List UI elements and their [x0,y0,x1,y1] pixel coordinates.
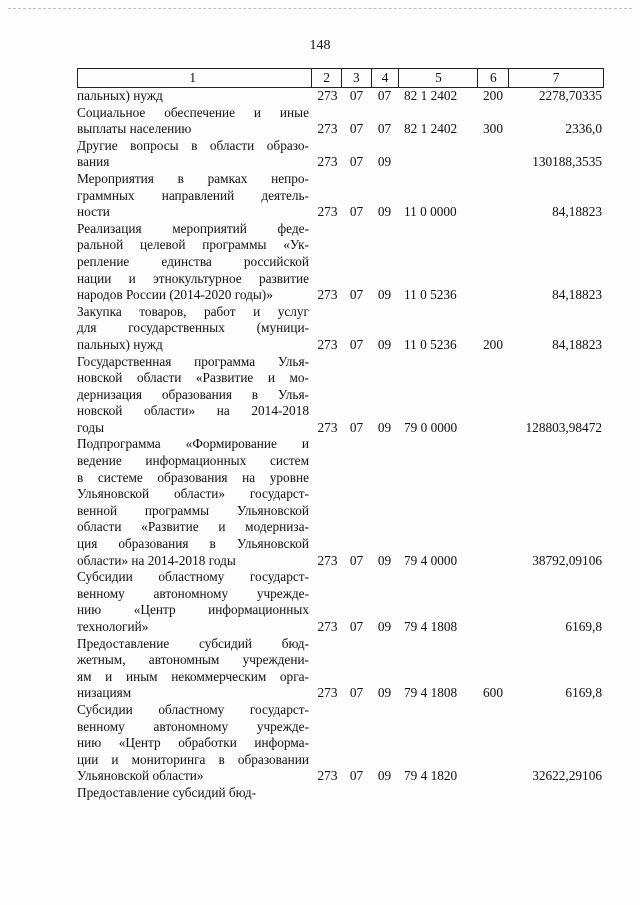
cell-c6: 300 [483,121,503,137]
description-line: Закупка товаров, работ и услуг [77,303,309,319]
table-row [77,221,604,304]
cell-c5: 79 4 1808 [404,685,458,701]
description-line: ям и иным некоммерческим орга- [77,668,309,684]
cell-c7: 128803,98472 [525,419,602,435]
header-col-7: 7 [508,69,603,87]
description-line: Субсидии областному государст- [77,569,309,585]
cell-c2: 273 [317,154,338,170]
cell-c6: 200 [483,88,503,103]
cell-c3: 07 [349,552,364,568]
cell-c2: 273 [317,619,338,634]
description-line: ведение информационных систем [77,453,309,469]
cell-c5: 79 4 1808 [404,619,458,634]
description-line: ция образования в Ульяновской [77,536,309,552]
cell-c2: 273 [317,287,338,303]
cell-c3: 07 [349,154,364,170]
cell-c4: 09 [377,619,392,634]
cell-c5: 79 4 0000 [404,552,458,568]
header-col-3: 3 [341,69,371,87]
description-line: жетным, автономным учреждени- [77,652,309,668]
cell-c4: 07 [377,88,392,103]
row-description [77,171,313,221]
cell-c2: 273 [317,121,338,137]
cell-c4: 09 [377,204,392,220]
cell-c7: 2278,70335 [538,88,602,103]
description-line: вания [77,154,110,170]
header-col-2: 2 [311,69,341,87]
description-line: Мероприятия в рамках непро- [77,170,309,186]
table-body [77,88,604,802]
table-row [77,138,604,171]
cell-c7: 130188,3535 [532,154,602,170]
row-description [77,702,313,785]
row-description [77,569,313,635]
table-row [77,702,604,785]
description-line: репление единства российской [77,253,309,269]
cell-c2: 273 [317,552,338,568]
description-line: выплаты населению [77,121,192,137]
budget-table [77,68,604,802]
cell-c7: 84,18823 [552,287,602,303]
description-line: Ульяновской области» государст- [77,486,309,502]
cell-c4: 09 [377,336,392,352]
description-line: пальных) нужд [77,336,163,352]
description-line: низациям [77,685,132,701]
table-row [77,785,604,802]
description-line: венному автономному учрежде- [77,718,309,734]
description-line: области «Развитие и модерниза- [77,519,309,535]
row-description [77,354,313,437]
cell-c7: 6169,8 [565,685,602,701]
description-line: новской области» на 2014-2018 [77,403,309,419]
cell-c7: 84,18823 [552,204,602,220]
table-row [77,105,604,138]
description-line: Предоставление субсидий бюд- [77,635,309,651]
description-line: нию «Центр обработки информа- [77,735,309,751]
description-line: для государственных (муници- [77,320,309,336]
table-row [77,569,604,635]
table-header [77,68,604,88]
table-row [77,436,604,569]
cell-c4: 09 [377,768,392,784]
row-description [77,436,313,569]
description-line: ции и мониторинга в образовании [77,751,309,767]
description-line: технологий» [77,619,149,634]
cell-c2: 273 [317,768,338,784]
cell-c4: 09 [377,419,392,435]
cell-c7: 6169,8 [565,619,602,634]
cell-c3: 07 [349,619,364,634]
cell-c7: 84,18823 [552,336,602,352]
row-description [77,138,313,171]
row-description [77,785,313,802]
cell-c4: 07 [377,121,392,137]
description-line: Подпрограмма «Формирование и [77,436,309,452]
header-col-6: 6 [477,69,508,87]
description-line: нию «Центр информационных [77,602,309,618]
row-description [77,636,313,702]
table-row [77,171,604,221]
description-line: Государственная программа Улья- [77,353,309,369]
cell-c7: 32622,29106 [532,768,602,784]
cell-c2: 273 [317,88,338,103]
cell-c6: 600 [483,685,503,701]
header-col-4: 4 [371,69,399,87]
cell-c7: 2336,0 [565,121,602,137]
cell-c3: 07 [349,336,364,352]
cell-c3: 07 [349,768,364,784]
cell-c5: 82 1 2402 [404,121,458,137]
cell-c3: 07 [349,121,364,137]
description-line: области» на 2014-2018 годы [77,552,236,568]
description-line: пальных) нужд [77,88,163,103]
cell-c5: 11 0 5236 [404,336,457,352]
table-row [77,304,604,354]
cell-c5: 79 4 1820 [404,768,458,784]
cell-c2: 273 [317,685,338,701]
cell-c3: 07 [349,287,364,303]
description-line: граммных направлений деятель- [77,187,309,203]
row-description [77,88,313,105]
row-description [77,304,313,354]
cell-c3: 07 [349,88,364,103]
cell-c7: 38792,09106 [532,552,602,568]
table-row [77,636,604,702]
description-line: новской области «Развитие и мо- [77,370,309,386]
row-description [77,105,313,138]
description-line: ральной целевой программы «Ук- [77,237,309,253]
cell-c2: 273 [317,204,338,220]
description-line: Другие вопросы в области образо- [77,137,309,153]
page-number: 148 [309,38,331,53]
cell-c6: 200 [483,336,503,352]
description-line: венному автономному учрежде- [77,585,309,601]
description-line: Субсидии областному государст- [77,701,309,717]
cell-c4: 09 [377,552,392,568]
description-line: народов России (2014-2020 годы)» [77,287,273,303]
description-line: Социальное обеспечение и иные [77,104,309,120]
cell-c4: 09 [377,685,392,701]
description-line: в системе образования на уровне [77,469,309,485]
table-row [77,354,604,437]
description-line: Ульяновской области» [77,768,204,784]
cell-c3: 07 [349,419,364,435]
cell-c5: 11 0 0000 [404,204,457,220]
cell-c5: 11 0 5236 [404,287,457,303]
scan-artifact-line [8,8,632,11]
description-line: дернизация образования в Улья- [77,386,309,402]
cell-c5: 82 1 2402 [404,88,458,103]
description-line: нации и этнокультурное развитие [77,270,309,286]
table-row [77,88,604,105]
description-line: Предоставление субсидий бюд- [77,784,257,800]
description-line: венной программы Ульяновской [77,502,309,518]
row-description [77,221,313,304]
description-line: Реализация мероприятий феде- [77,220,309,236]
cell-c5: 79 0 0000 [404,419,458,435]
cell-c4: 09 [377,287,392,303]
cell-c2: 273 [317,419,338,435]
cell-c3: 07 [349,685,364,701]
description-line: годы [77,419,105,435]
cell-c4: 09 [377,154,392,170]
cell-c2: 273 [317,336,338,352]
header-col-5: 5 [398,69,477,87]
cell-c3: 07 [349,204,364,220]
description-line: ности [77,204,110,220]
header-col-1: 1 [189,70,196,85]
